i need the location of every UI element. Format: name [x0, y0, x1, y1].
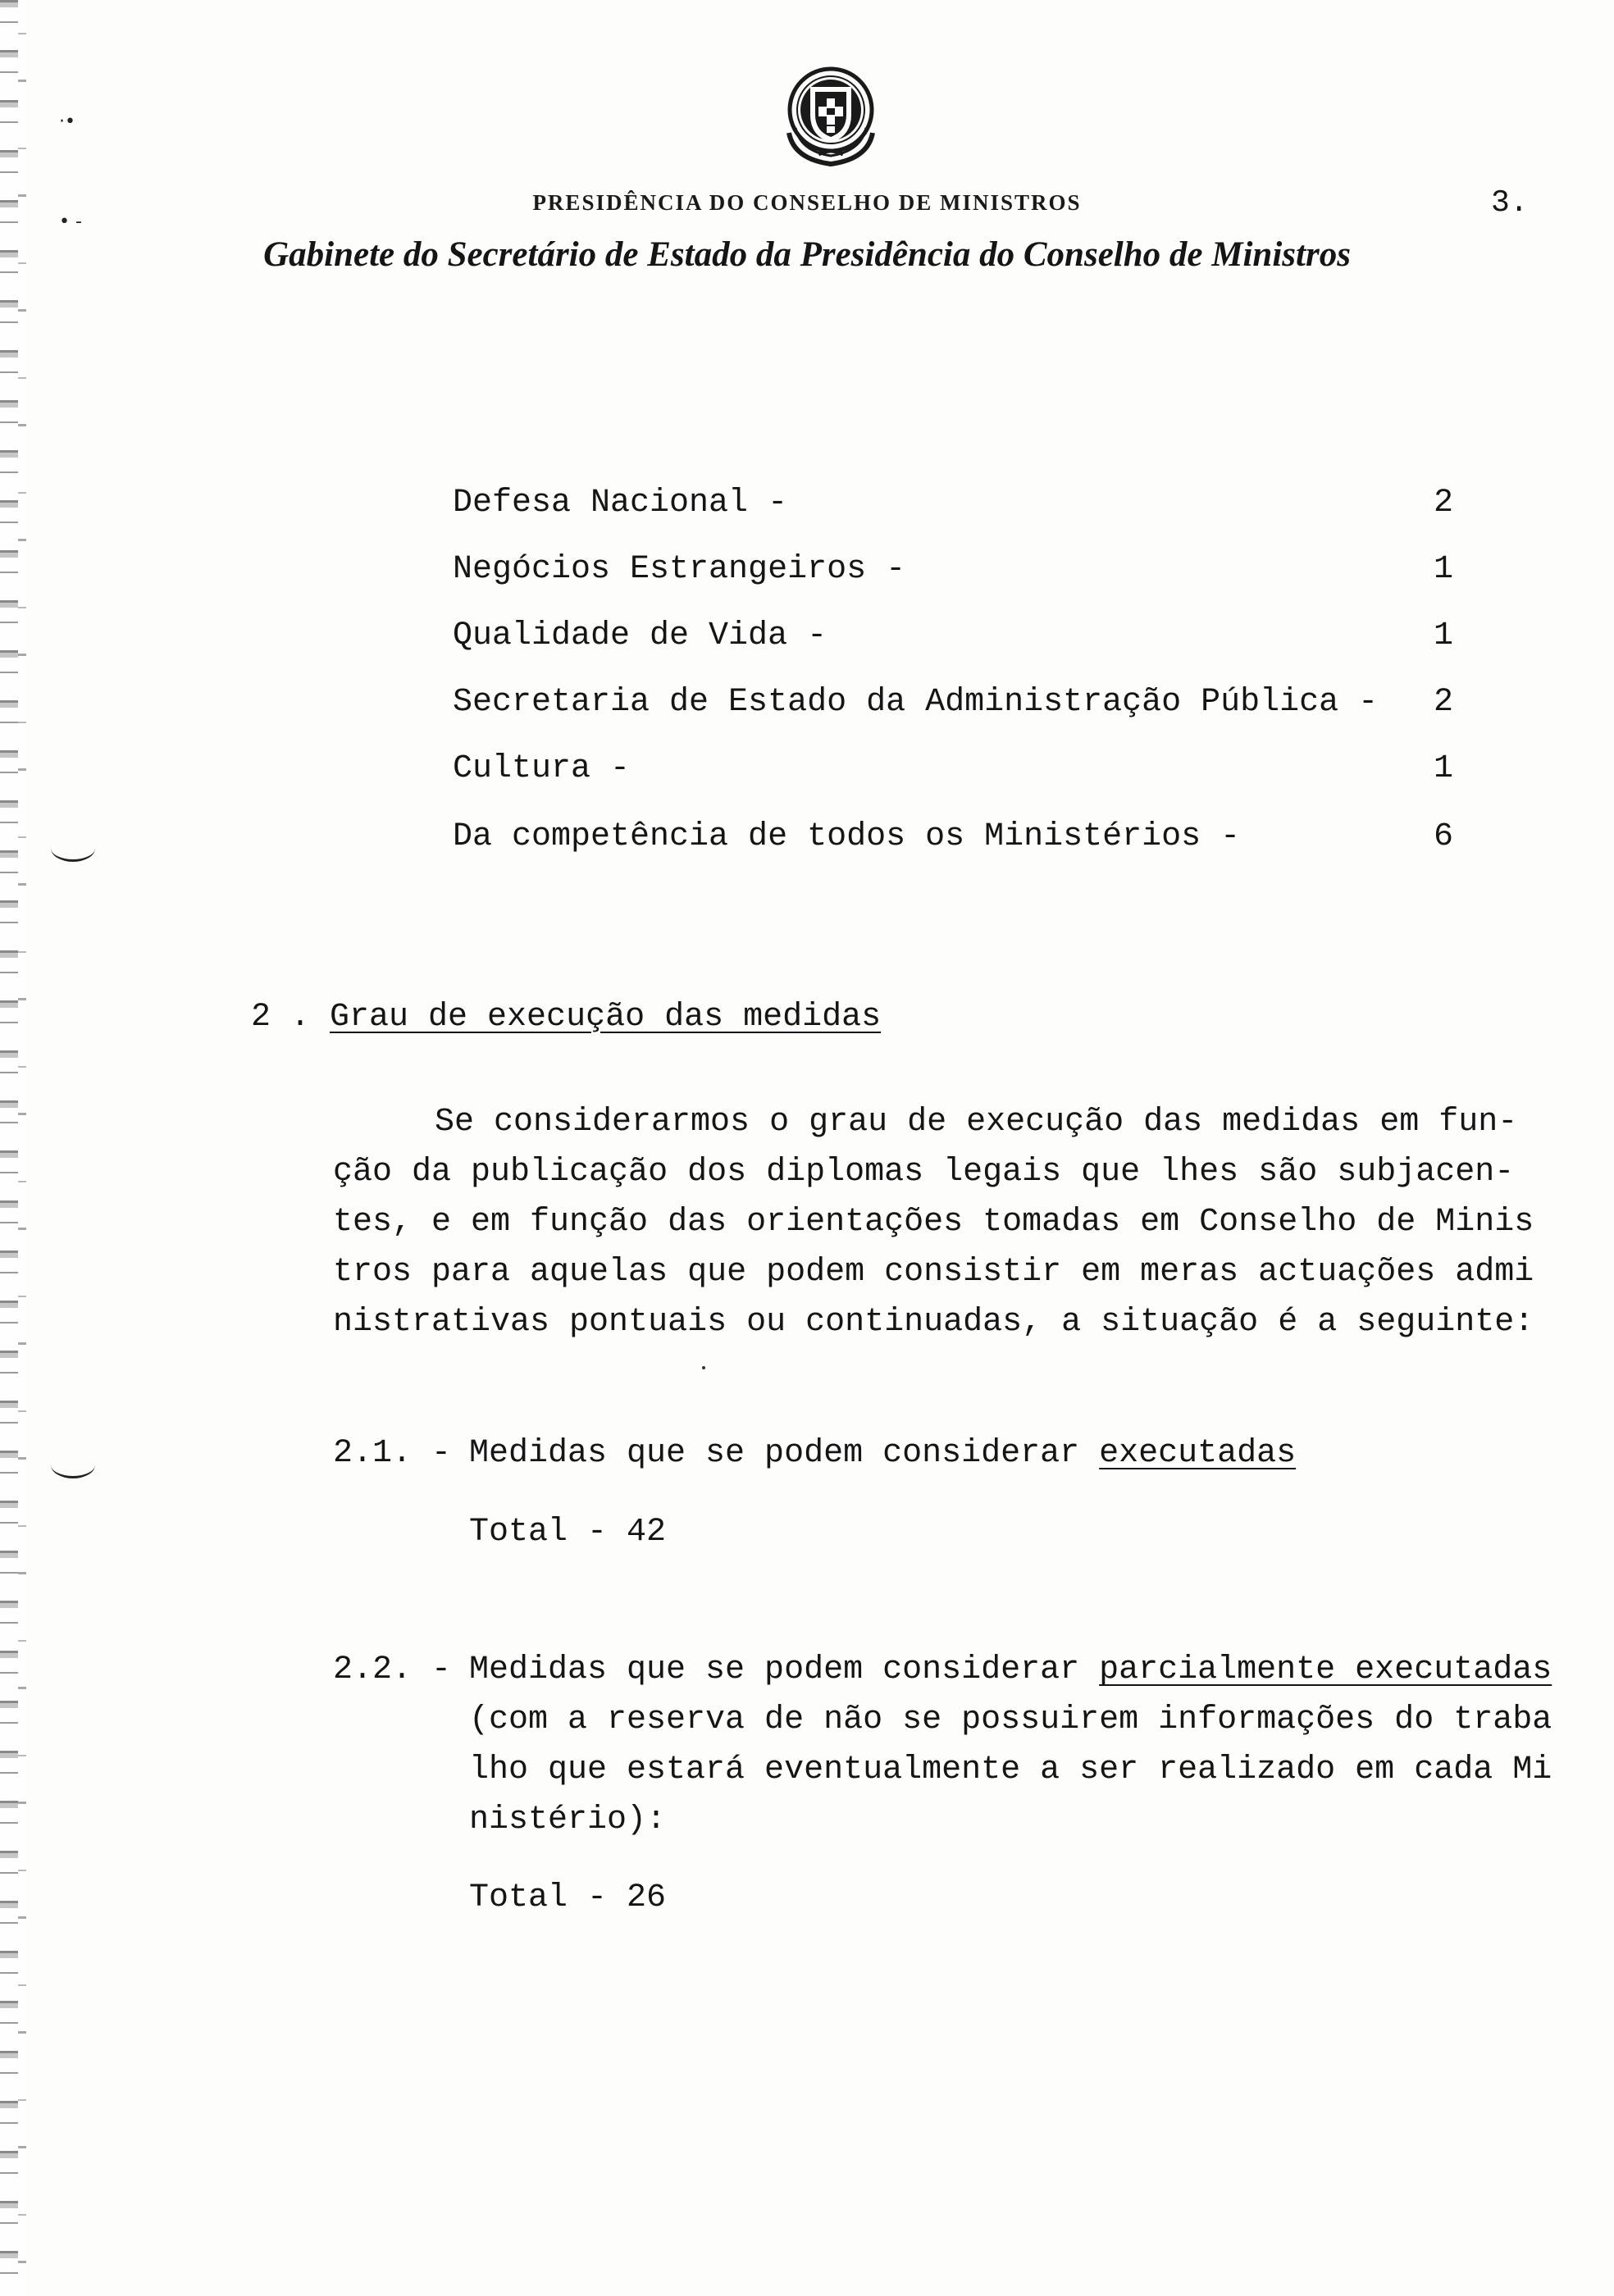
paragraph-line: ção da publicação dos diplomas legais que lhes são subjacen- — [333, 1154, 1515, 1191]
item-2-2-text — [469, 1645, 1552, 1845]
cabinet-subheader: Gabinete do Secretário de Estado da Presidência do Conselho de Ministros — [263, 235, 1351, 274]
tally-row — [453, 817, 1453, 858]
item-text-emphasis: executadas — [1099, 1435, 1297, 1472]
paragraph-line: tros para aquelas que podem consistir em meras actuações admi — [333, 1254, 1534, 1291]
tally-label: Defesa Nacional - — [453, 485, 788, 522]
tally-count: 6 — [1433, 818, 1453, 855]
tally-count: 2 — [1433, 684, 1453, 721]
tally-label: Secretaria de Estado da Administração Pública - — [453, 684, 1379, 721]
item-text-prefix: Medidas que se podem considerar — [469, 1435, 1100, 1472]
scan-speck: • - — [59, 212, 82, 232]
item-text-emphasis: parcialmente executadas — [1099, 1651, 1552, 1688]
section-paragraph — [333, 1097, 1563, 1347]
ministry-header: PRESIDÊNCIA DO CONSELHO DE MINISTROS — [532, 190, 1082, 215]
item-2-1-text — [469, 1428, 1296, 1478]
tally-row — [453, 616, 1453, 657]
tally-count: 1 — [1433, 617, 1453, 654]
item-2-1-number: 2.1. - — [333, 1435, 472, 1472]
punch-hole-mark-top — [51, 835, 95, 862]
item-2-1-total: Total - 42 — [469, 1514, 667, 1551]
item-text-line: nistério): — [469, 1802, 667, 1838]
paragraph-line: nistrativas pontuais ou continuadas, a situação é a seguinte: — [333, 1304, 1534, 1341]
tally-count: 2 — [1433, 485, 1453, 522]
coat-of-arms-emblem-icon — [777, 62, 884, 169]
section-heading — [251, 997, 881, 1038]
scan-speck — [702, 1366, 705, 1369]
tally-row — [453, 483, 1453, 524]
scan-speck: ·• — [59, 112, 75, 132]
section-number: 2 . — [251, 999, 331, 1036]
tally-row — [453, 549, 1453, 590]
tally-count: 1 — [1433, 551, 1453, 588]
item-2-2-number: 2.2. - — [333, 1651, 472, 1688]
tally-row — [453, 749, 1453, 790]
item-2-2-total: Total - 26 — [469, 1879, 667, 1916]
tally-row — [453, 682, 1453, 723]
section-title: Grau de execução das medidas — [330, 999, 882, 1036]
punch-hole-mark-bottom — [51, 1451, 95, 1478]
scan-binding-edge — [0, 0, 18, 2296]
tally-count: 1 — [1433, 750, 1453, 787]
paragraph-line: Se considerarmos o grau de execução das medidas em fun- — [435, 1104, 1518, 1141]
tally-label: Qualidade de Vida - — [453, 617, 828, 654]
item-text-line: (com a reserva de não se possuirem informações do traba — [469, 1702, 1552, 1738]
item-text-line: lho que estará eventualmente a ser realizado em cada Mi — [469, 1752, 1552, 1788]
scan-binding-edge-inner — [18, 0, 26, 2296]
paragraph-line: tes, e em função das orientações tomadas em Conselho de Minis — [333, 1204, 1534, 1241]
tally-label: Cultura - — [453, 750, 631, 787]
tally-label: Da competência de todos os Ministérios - — [453, 818, 1241, 855]
item-text-prefix: Medidas que se podem considerar — [469, 1651, 1100, 1688]
page-number: 3. — [1491, 185, 1529, 221]
tally-label: Negócios Estrangeiros - — [453, 551, 906, 588]
